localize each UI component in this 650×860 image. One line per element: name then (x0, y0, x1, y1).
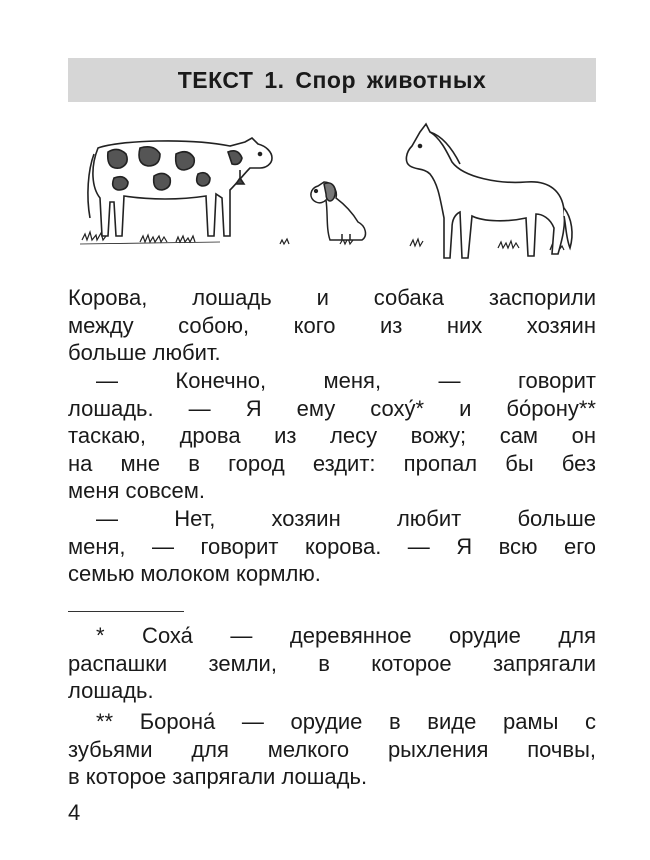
horse-icon (406, 124, 572, 258)
text-line: семью молоком кормлю. (68, 561, 321, 586)
text-line: меня совсем. (68, 478, 205, 503)
paragraph-2 (68, 367, 596, 505)
footnote-line: лошадь. (68, 678, 154, 703)
page-number: 4 (68, 800, 81, 825)
puppy-icon (311, 182, 366, 240)
text-line: лошадь. — Я ему соху́* и бо́рону** (68, 395, 596, 421)
text-line: между собою, кого из них хозяин (68, 312, 596, 338)
text-line: на мне в город ездит: пропал бы без (68, 450, 596, 476)
footnote-1 (68, 622, 596, 705)
text-line: — Нет, хозяин любит больше (96, 506, 596, 531)
footnote-2 (68, 708, 596, 791)
paragraph-1 (68, 284, 596, 367)
text-line: — Конечно, меня, — говорит (96, 368, 596, 393)
footnote-divider (68, 611, 184, 612)
text-line: больше любит. (68, 340, 221, 365)
footnote-line: в которое запрягали лошадь. (68, 764, 368, 789)
page-title: ТЕКСТ 1. Спор животных (177, 66, 487, 93)
text-line: меня, — говорит корова. — Я всю его (68, 533, 596, 559)
title-banner (68, 58, 596, 102)
animals-illustration (80, 118, 590, 268)
paragraph-3 (68, 505, 596, 588)
text-line: таскаю, дрова из лесу вожу; сам он (68, 423, 596, 448)
text-line: Корова, лошадь и собака заспорили (68, 285, 596, 310)
footnote-line: * Соха́ — деревянное орудие для (96, 623, 596, 648)
footnote-line: зубьями для мелкого рыхления почвы, (68, 736, 596, 762)
grass-icon (80, 232, 564, 250)
footnote-line: ** Борона́ — орудие в виде рамы с (96, 709, 596, 734)
footnote-line: распашки земли, в которое запрягали (68, 650, 596, 676)
cow-icon (88, 138, 272, 236)
